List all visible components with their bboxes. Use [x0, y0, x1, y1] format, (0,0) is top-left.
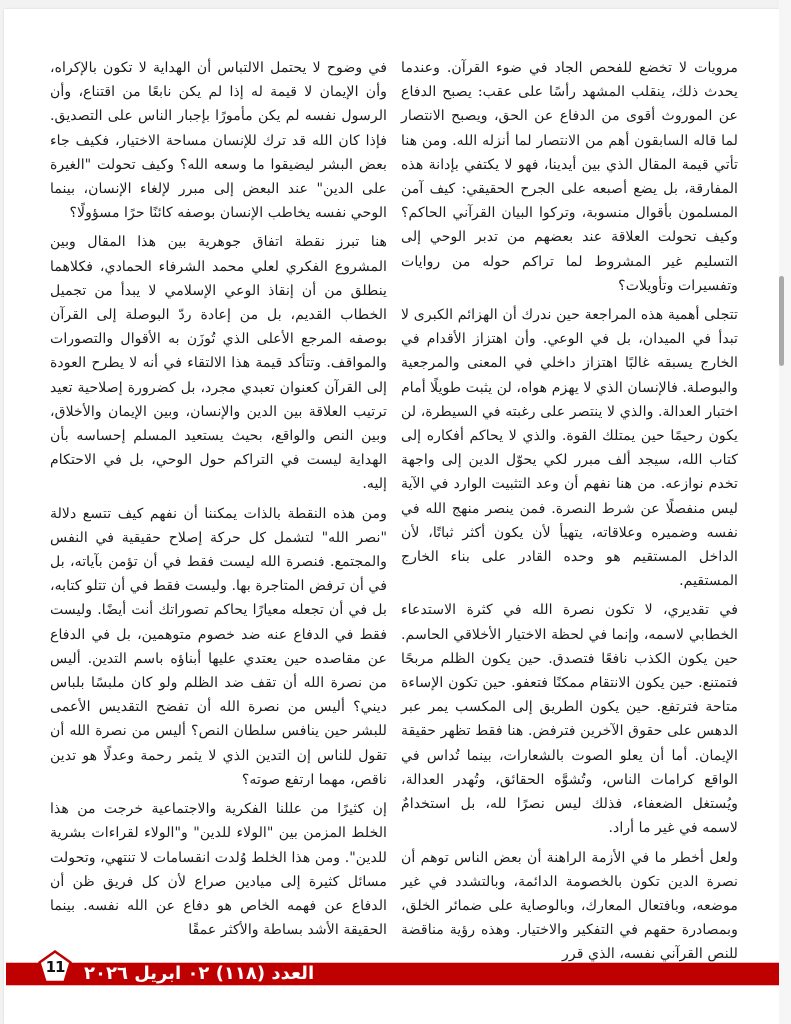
left-column	[50, 56, 387, 944]
page-number: 11	[45, 958, 65, 976]
scrollbar-thumb[interactable]	[779, 276, 784, 366]
paragraph: ولعل أخطر ما في الأزمة الراهنة أن بعض الناس توهم أن نصرة الدين تكون بالخصومة الدائمة، وبالتشدد في غير موضعه، وبافتعال المعارك، وبالوصاية على ضمائر الخلق، وبمصادرة حقهم في التفكير والاختيار. وهذه رؤية مناقضة للنص القرآني نفسه، الذي قرر	[401, 849, 738, 963]
paragraph: تتجلى أهمية هذه المراجعة حين ندرك أن الهزائم الكبرى لا تبدأ في الميدان، بل في الوعي. وأن اهتزاز الأقدام في الخارج يسبقه غالبًا اهتزاز داخلي في المعنى والمرجعية والبوصلة. فالإنسان الذي لا يهزم هواه، لن يثبت طويلًا أمام اختبار العدالة. والذي لا ينتصر على رغبته في السيطرة، لن يكون رحيمًا حين يمتلك القوة. والذي لا يحاكم أفكاره إلى كتاب الله، سيجد ألف مبرر لكي يحوّل الدين إلى واجهة تخدم نوازعه. من هنا نفهم أن وعد التثبيت الوارد في الآية ليس منفصلًا عن شرط النصرة. فمن ينصر منهج الله في نفسه وضميره وعلاقاته، يتهيأ لأن يكون أكثر ثباتًا، لأن الداخل المستقيم هو وحده القادر على بناء الخارج المستقيم.	[401, 307, 738, 590]
page-number-badge	[38, 950, 72, 984]
paragraph: هنا تبرز نقطة اتفاق جوهرية بين هذا المقال وبين المشروع الفكري لعلي محمد الشرفاء الحمادي، فكلاهما ينطلق من أن إنقاذ الوعي الإسلامي لا يبدأ من تجميل الخطاب القديم، بل من إعادة ردّ البوصلة إلى القرآن بوصفه المرجع الأعلى الذي تُوزَن به الأقوال والتصورات والمواقف. وتتأكد قيمة هذا الالتقاء في أنه لا يطرح العودة إلى القرآن كعنوان تعبدي مجرد، بل كضرورة إصلاحية تعيد ترتيب العلاقة بين الدين والإنسان، وبين الإيمان والأخلاق، وبين النص والواقع، بحيث يستعيد المسلم إحساسه بأن الهداية ليست في التراكم حول الوحي، بل في الاحتكام إليه.	[50, 234, 387, 493]
paragraph: إن كثيرًا من عللنا الفكرية والاجتماعية خرجت من هذا الخلط المزمن بين "الولاء للدين" و"الولاء لقراءات بشرية للدين". ومن هذا الخلط وُلدت انقسامات لا تنتهي، وتحولت مسائل كثيرة إلى ميادين صراع لأن كل فريق ظن أن الدفاع عن فهمه الخاص هو دفاع عن الله نفسه. بينما الحقيقة الأشد بساطة والأكثر عمقًا	[50, 801, 387, 939]
paragraph: مرويات لا تخضع للفحص الجاد في ضوء القرآن. وعندما يحدث ذلك، ينقلب المشهد رأسًا على عقب: يصبح الدفاع عن الموروث أقوى من الدفاع عن الحق، ويصبح الانتصار لما قاله السابقون أهم من الانتصار لما أنزله الله. ومن هنا تأتي قيمة المقال الذي بين أيدينا، فهو لا يكتفي بإدانة هذه المفارقة، بل يضع أصبعه على الجرح الحقيقي: كيف آمن المسلمون بأقوال منسوبة، وتركوا البيان القرآني الحاكم؟ وكيف تحولت العلاقة عند بعضهم من تدبر الوحي إلى التسليم غير المشروط لما تراكم حوله من روايات وتفسيرات وتأويلات؟	[401, 60, 738, 294]
article-columns	[50, 56, 738, 963]
right-column	[401, 56, 738, 963]
paragraph: في وضوح لا يحتمل الالتباس أن الهداية لا تكون بالإكراه، وأن الإيمان لا قيمة له إذا لم يكن نابعًا من اقتناع، وأن الرسول نفسه لم يكن مأمورًا بإجبار الناس على التصديق. فإذا كان الله قد ترك للإنسان مساحة الاختيار، فكيف جاء بعض البشر ليضيقوا ما وسعه الله؟ وكيف تحولت "الغيرة على الدين" عند البعض إلى مبرر لإلغاء الإنسان، بينما الوحي نفسه يخاطب الإنسان بوصفه كائنًا حرًا مسؤولًا؟	[50, 60, 387, 222]
issue-date-label: العدد (١١٨) ٠٢ ابريل ٢٠٢٦	[84, 963, 315, 984]
paragraph: في تقديري، لا تكون نصرة الله في كثرة الاستدعاء الخطابي لاسمه، وإنما في لحظة الاختيار الأخلاقي الحاسم. حين يكون الكذب نافعًا فتصدق. حين يكون الظلم مربحًا فتمتنع. حين يكون الانتقام ممكنًا فتعفو. حين تكون الإساءة متاحة فترتفع. حين يكون الطريق إلى المكسب يمر عبر الدهس على حقوق الآخرين فترفض. هنا فقط تظهر حقيقة الإيمان. أما أن يعلو الصوت بالشعارات، بينما تُداس في الواقع كرامات الناس، وتُشوَّه الحقائق، وتُهدر العدالة، ويُستغل الضعفاء، فذلك ليس نصرًا لله، بل استخدامٌ لاسمه في غير ما أراد.	[401, 602, 738, 837]
paragraph: ومن هذه النقطة بالذات يمكننا أن نفهم كيف تتسع دلالة "نصر الله" لتشمل كل حركة إصلاح حقيقية في النفس والمجتمع. فنصرة الله ليست فقط في أن تؤمن بآياته، بل في أن ترفض المتاجرة بها. وليست فقط في أن تتلو كتابه، بل في أن تجعله معيارًا يحاكم تصوراتك أنت أيضًا. وليست فقط في الدفاع عنه ضد خصوم متوهمين، بل في الدفاع عن مقاصده حين يعتدي عليها أبناؤه باسم التدين. أليس من نصرة الله أن تقف ضد الظلم ولو كان ملبسًا بلباس ديني؟ أليس من نصرة الله أن تفضح التقديس الأعمى للبشر حين ينافس سلطان النص؟ أليس من نصرة الله أن تقول للناس إن التدين الذي لا يثمر رحمة وعدلًا هو تدين ناقص، مهما ارتفع صوته؟	[50, 505, 387, 788]
scrollbar-track[interactable]	[779, 0, 791, 1024]
